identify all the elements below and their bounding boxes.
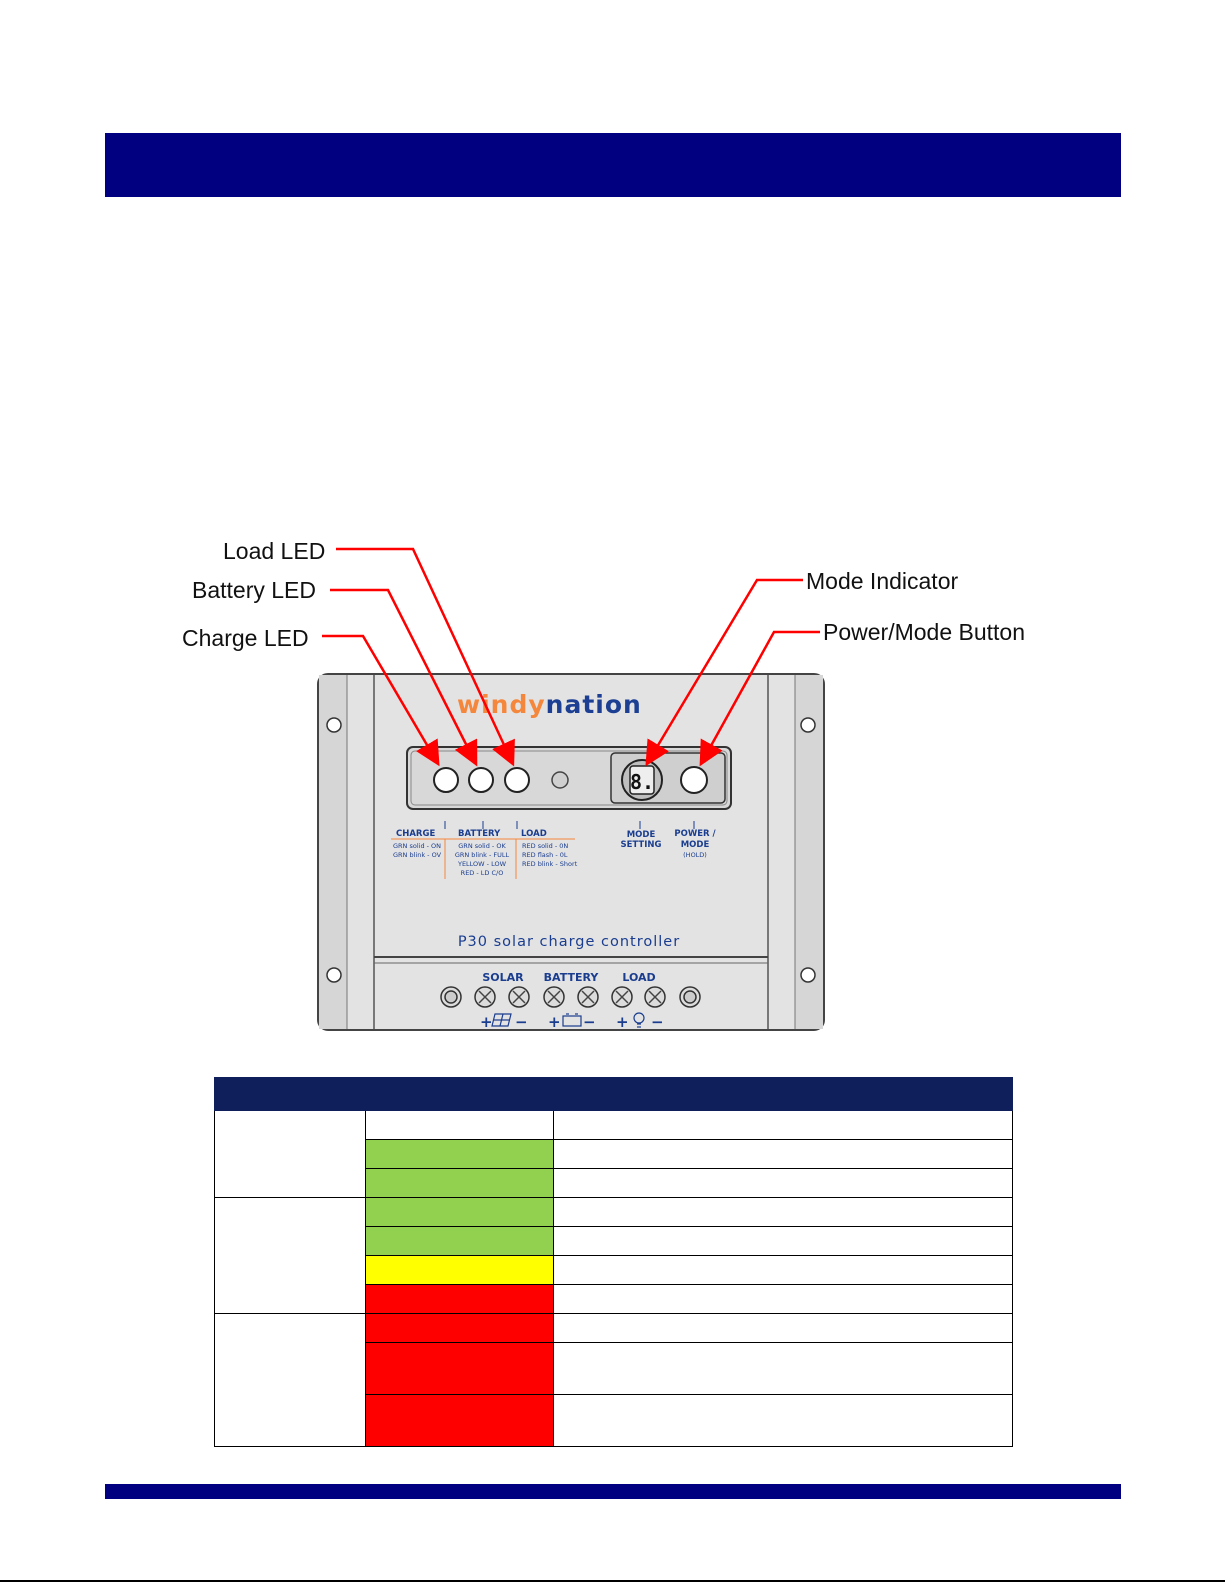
callout-power-mode-button: Power/Mode Button (823, 619, 1026, 645)
solar-plus-sign: + (480, 1013, 493, 1031)
terminal-label-solar: SOLAR (482, 971, 524, 984)
charge-controller-illustration (317, 673, 825, 1031)
color-swatch-cell (366, 1198, 554, 1227)
battery-legend-4: RED - LD C/O (460, 869, 504, 877)
color-swatch-cell (366, 1314, 554, 1343)
load-legend-1: RED solid - 0N (522, 842, 569, 850)
led-group-cell (215, 1314, 366, 1447)
panel-label-mode-2: SETTING (620, 840, 662, 850)
color-swatch-cell (366, 1395, 554, 1447)
charge-legend-2: GRN blink - OV (393, 851, 442, 859)
mount-hole-icon (801, 718, 815, 732)
brand-logo: windynation (457, 690, 642, 719)
terminal-label-battery: BATTERY (543, 971, 599, 984)
callout-battery-led: Battery LED (192, 577, 316, 603)
description-cell (554, 1169, 1013, 1198)
mount-hole-icon (327, 968, 341, 982)
mount-hole-icon (327, 718, 341, 732)
description-cell (554, 1198, 1013, 1227)
load-plus-sign: + (616, 1013, 629, 1031)
panel-label-load: LOAD (521, 829, 547, 839)
charge-led-icon (434, 768, 458, 792)
description-cell (554, 1314, 1013, 1343)
led-status-table (214, 1077, 1013, 1447)
panel-label-mode-1: MODE (626, 830, 656, 840)
description-cell (554, 1285, 1013, 1314)
terminal-label-load: LOAD (622, 971, 656, 984)
table-row (215, 1111, 1013, 1140)
battery-legend-3: YELLOW - LOW (457, 860, 507, 868)
color-swatch-cell (366, 1111, 554, 1140)
table-row (215, 1314, 1013, 1343)
charge-legend-1: GRN solid - ON (393, 842, 442, 850)
callout-charge-led: Charge LED (182, 625, 309, 651)
footer-bar (105, 1484, 1121, 1499)
color-swatch-cell (366, 1343, 554, 1395)
description-cell (554, 1111, 1013, 1140)
load-legend-3: RED blink - Short (522, 860, 578, 868)
battery-led-icon (469, 768, 493, 792)
panel-label-power-3: (HOLD) (683, 851, 707, 859)
table-header-cell (554, 1078, 1013, 1111)
description-cell (554, 1227, 1013, 1256)
panel-label-battery: BATTERY (458, 829, 501, 839)
load-led-icon (505, 768, 529, 792)
load-legend-2: RED flash - 0L (522, 851, 568, 859)
battery-minus-sign: − (583, 1013, 596, 1031)
description-cell (554, 1256, 1013, 1285)
description-cell (554, 1343, 1013, 1395)
table-header-row (215, 1078, 1013, 1111)
color-swatch-cell (366, 1227, 554, 1256)
bottom-rule (0, 1580, 1225, 1582)
description-cell (554, 1395, 1013, 1447)
callout-load-led: Load LED (223, 538, 326, 564)
mode-digit: 8. (629, 770, 655, 794)
table-row (215, 1198, 1013, 1227)
color-swatch-cell (366, 1169, 554, 1198)
power-mode-button[interactable] (681, 767, 707, 793)
load-minus-sign: − (651, 1013, 664, 1031)
solar-minus-sign: − (515, 1013, 528, 1031)
battery-legend-1: GRN solid - OK (458, 842, 506, 850)
table-header-cell (215, 1078, 366, 1111)
battery-legend-2: GRN blink - FULL (454, 851, 510, 859)
model-label: P30 solar charge controller (457, 934, 681, 950)
color-swatch-cell (366, 1285, 554, 1314)
battery-plus-sign: + (548, 1013, 561, 1031)
callout-mode-indicator: Mode Indicator (806, 568, 959, 594)
panel-label-power-2: MODE (680, 840, 710, 850)
indicator-dot-icon (552, 772, 568, 788)
panel-label-power-1: POWER / (674, 829, 716, 839)
color-swatch-cell (366, 1256, 554, 1285)
color-swatch-cell (366, 1140, 554, 1169)
table-header-cell (366, 1078, 554, 1111)
mount-hole-icon (801, 968, 815, 982)
led-group-cell (215, 1198, 366, 1314)
description-cell (554, 1140, 1013, 1169)
panel-label-charge: CHARGE (396, 829, 436, 839)
header-bar (105, 133, 1121, 197)
led-group-cell (215, 1111, 366, 1198)
